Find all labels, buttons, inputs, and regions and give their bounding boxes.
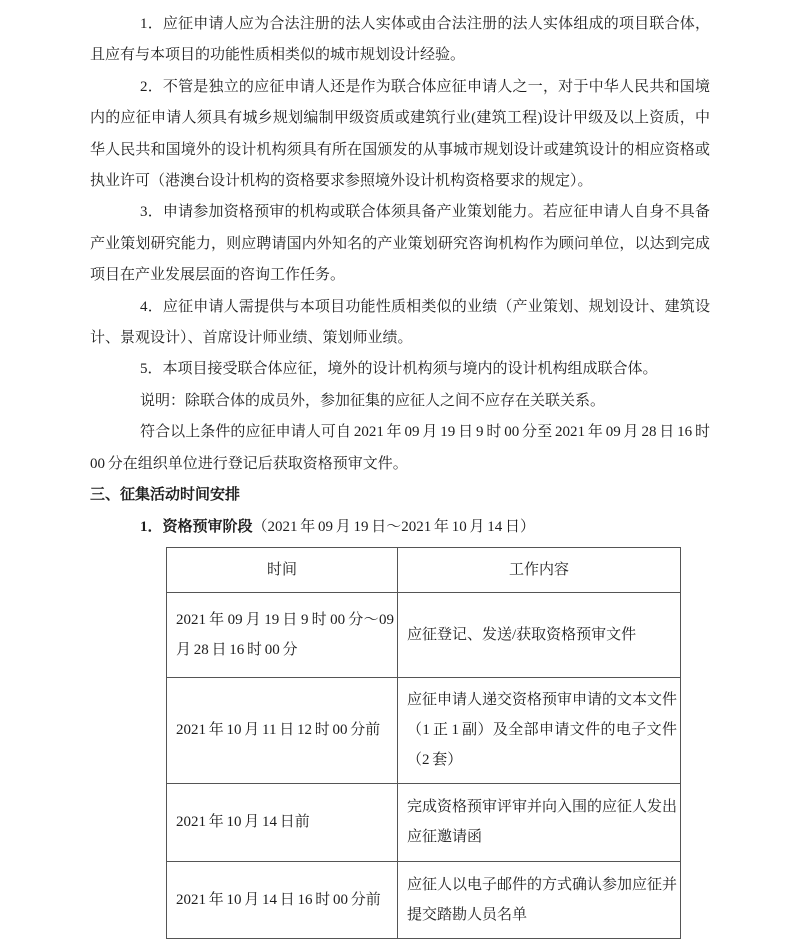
cell-work-1: 应征登记、发送/获取资格预审文件 <box>398 592 681 677</box>
table-header-row <box>167 547 681 592</box>
cell-time-2: 2021 年 10 月 11 日 12 时 00 分前 <box>167 677 398 783</box>
paragraph-registration-period: 符合以上条件的应征申请人可自 2021 年 09 月 19 日 9 时 00 分至 2021 年 09 月 28 日 16 时 00 分在组织单位进行登记后获取资格预审文件。 <box>90 424 710 472</box>
column-header-time: 时间 <box>167 547 398 592</box>
table-row <box>167 677 681 783</box>
table-row <box>167 592 681 677</box>
prequalification-schedule-table <box>166 547 681 939</box>
column-header-work: 工作内容 <box>398 547 681 592</box>
paragraph-4: 4．应征申请人需提供与本项目功能性质相类似的业绩（产业策划、规划设计、建筑设计、景观设计）、首席设计师业绩、策划师业绩。 <box>90 298 710 347</box>
subsection-heading <box>90 512 710 543</box>
paragraph-note: 说明：除联合体的成员外，参加征集的应征人之间不应存在关联关系。 <box>140 392 606 409</box>
cell-time-3: 2021 年 10 月 14 日前 <box>167 783 398 861</box>
cell-work-4: 应征人以电子邮件的方式确认参加应征并提交踏勘人员名单 <box>398 861 681 938</box>
document-body <box>90 9 710 480</box>
paragraph-1: 1．应征申请人应为合法注册的法人实体或由合法注册的法人实体组成的项目联合体，且应有与本项目的功能性质相类似的城市规划设计经验。 <box>90 16 710 64</box>
paragraph-2: 2．不管是独立的应征申请人还是作为联合体应征申请人之一，对于中华人民共和国境内的应征申请人须具有城乡规划编制甲级资质或建筑行业(建筑工程)设计甲级及以上资质，中华人民共和国境外的设计机构须具有所在国颁发的从事城市规划设计或建筑设计的相应资格或执业许可（港澳台设计机构的资格要求参照境外设计机构资格要求的规定）。 <box>90 78 710 190</box>
cell-work-3: 完成资格预审评审并向入围的应征人发出应征邀请函 <box>398 783 681 861</box>
subsection-heading-title: 1．资格预审阶段 <box>140 518 253 535</box>
table-row <box>167 861 681 938</box>
paragraph-3: 3．申请参加资格预审的机构或联合体须具备产业策划能力。若应征申请人自身不具备产业策划研究能力，则应聘请国内外知名的产业策划研究咨询机构作为顾问单位，以达到完成项目在产业发展层面的咨询工作任务。 <box>90 204 710 284</box>
subsection-heading-dates: （2021 年 09 月 19 日～2021 年 10 月 14 日） <box>252 518 536 535</box>
table-row <box>167 783 681 861</box>
paragraph-5: 5．本项目接受联合体应征，境外的设计机构须与境内的设计机构组成联合体。 <box>140 361 658 378</box>
section-heading: 三、征集活动时间安排 <box>90 487 241 504</box>
cell-work-2: 应征申请人递交资格预审申请的文本文件（1 正 1 副）及全部申请文件的电子文件（2 套） <box>398 677 681 783</box>
cell-time-1: 2021 年 09 月 19 日 9 时 00 分～09 月 28 日 16 时 00 分 <box>167 592 398 677</box>
cell-time-4: 2021 年 10 月 14 日 16 时 00 分前 <box>167 861 398 938</box>
